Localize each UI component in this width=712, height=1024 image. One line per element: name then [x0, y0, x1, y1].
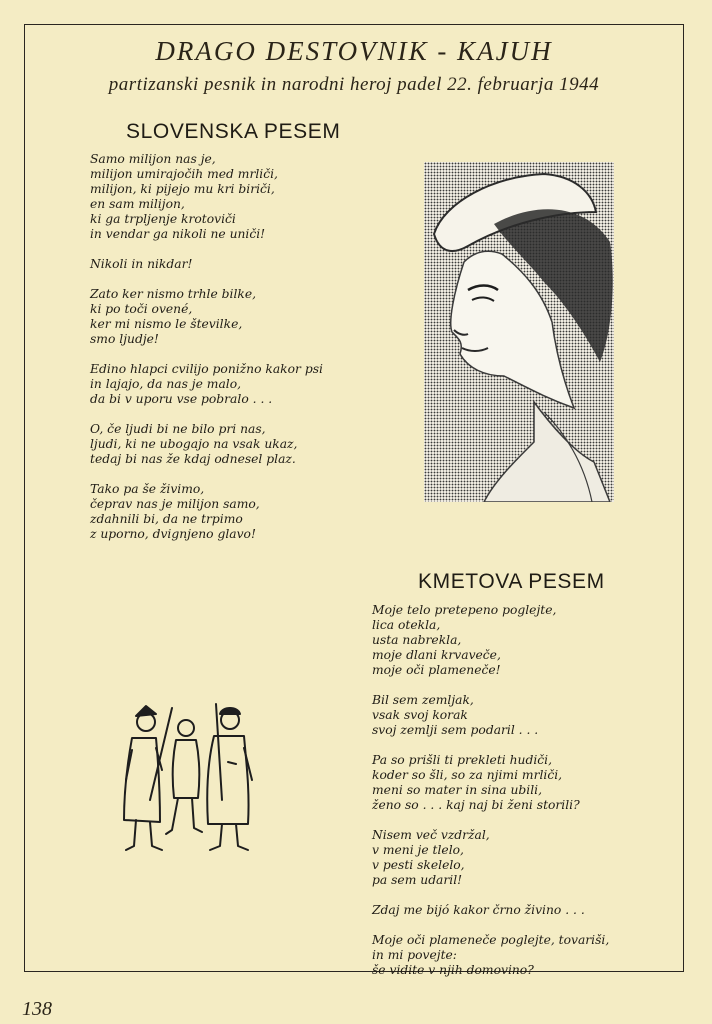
poem-slovenska-pesem	[90, 152, 410, 557]
poem-title-slovenska-pesem: SLOVENSKA PESEM	[126, 120, 341, 143]
poem-line: meni so mater in sina ubili,	[372, 783, 542, 797]
poem-line: vsak svoj korak	[372, 708, 468, 722]
poem-stanza	[90, 422, 410, 467]
poem-line: v pesti skelelo,	[372, 858, 465, 872]
poem-stanza	[90, 257, 410, 272]
poem-line: ker mi nismo le številke,	[90, 317, 243, 331]
poem-line: zdahnili bi, da ne trpimo	[90, 512, 243, 526]
poem-line: Edino hlapci cvilijo ponižno kakor psi	[90, 362, 323, 376]
poem-line: O, če ljudi bi ne bilo pri nas,	[90, 422, 266, 436]
poem-line: en sam milijon,	[90, 197, 185, 211]
poem-stanza	[372, 753, 682, 813]
poem-line: lica otekla,	[372, 618, 441, 632]
poem-line: čeprav nas je milijon samo,	[90, 497, 260, 511]
poem-line: in lajajo, da nas je malo,	[90, 377, 242, 391]
poem-line: Zato ker nismo trhle bilke,	[90, 287, 257, 301]
poem-stanza	[90, 287, 410, 347]
poem-line: milijon umirajočih med mrliči,	[90, 167, 278, 181]
poem-line: Moje oči plameneče poglejte, tovariši,	[372, 933, 610, 947]
poem-line: Nisem več vzdržal,	[372, 828, 490, 842]
poem-line: Samo milijon nas je,	[90, 152, 216, 166]
page-subtitle: partizanski pesnik in narodni heroj padel 22. februarja 1944	[108, 74, 600, 95]
poet-portrait	[424, 162, 614, 502]
poem-stanza	[372, 603, 682, 678]
poem-line: ki ga trpljenje krotoviči	[90, 212, 236, 226]
poem-line: usta nabrekla,	[372, 633, 462, 647]
page-number: 138	[22, 998, 52, 1020]
poem-line: še vidite v njih domovino?	[372, 963, 534, 977]
poem-stanza	[372, 828, 682, 888]
poem-line: Pa so prišli ti prekleti hudiči,	[372, 753, 552, 767]
poem-line: Bil sem zemljak,	[372, 693, 474, 707]
poem-line: Nikoli in nikdar!	[90, 257, 193, 271]
poem-line: milijon, ki pijejo mu kri biriči,	[90, 182, 275, 196]
poem-line: in mi povejte:	[372, 948, 457, 962]
poem-title-kmetova-pesem: KMETOVA PESEM	[418, 570, 605, 593]
poem-line: koder so šli, so za njimi mrliči,	[372, 768, 563, 782]
poem-line: ženo so . . . kaj naj bi ženi storili?	[372, 798, 580, 812]
poem-line: moje dlani krvaveče,	[372, 648, 501, 662]
partisan-illustration	[112, 700, 262, 858]
poem-stanza	[372, 693, 682, 738]
poem-stanza	[372, 903, 682, 918]
page-title: DRAGO DESTOVNIK - KAJUH	[155, 36, 553, 66]
poem-line: svoj zemlji sem podaril . . .	[372, 723, 539, 737]
poem-line: Tako pa še živimo,	[90, 482, 205, 496]
poem-line: z uporno, dvignjeno glavo!	[90, 527, 256, 541]
poem-line: pa sem udaril!	[372, 873, 463, 887]
poem-stanza	[90, 362, 410, 407]
poem-line: da bi v uporu vse pobralo . . .	[90, 392, 273, 406]
poem-line: tedaj bi nas že kdaj odnesel plaz.	[90, 452, 296, 466]
poem-line: Zdaj me bijó kakor črno živino . . .	[372, 903, 585, 917]
poem-line: ki po toči ovené,	[90, 302, 193, 316]
poem-line: Moje telo pretepeno poglejte,	[372, 603, 557, 617]
poem-line: v meni je tlelo,	[372, 843, 464, 857]
poem-stanza	[372, 933, 682, 978]
poem-line: in vendar ga nikoli ne uniči!	[90, 227, 266, 241]
poem-stanza	[90, 152, 410, 242]
poem-line: smo ljudje!	[90, 332, 159, 346]
poem-kmetova-pesem	[372, 603, 682, 993]
poem-line: ljudi, ki ne ubogajo na vsak ukaz,	[90, 437, 298, 451]
poem-stanza	[90, 482, 410, 542]
poem-line: moje oči plameneče!	[372, 663, 501, 677]
